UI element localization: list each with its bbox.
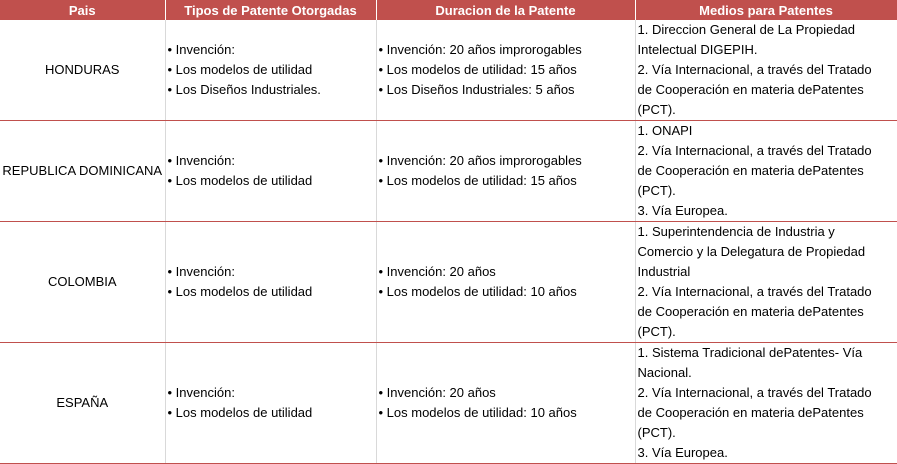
cell-duracion xyxy=(376,20,635,121)
duracion-item: • Invención: 20 años xyxy=(379,262,633,282)
header-pais: Pais xyxy=(0,0,165,20)
cell-duracion xyxy=(376,121,635,222)
header-duracion: Duracion de la Patente xyxy=(376,0,635,20)
medio-line: (PCT). xyxy=(637,324,676,339)
cell-medios xyxy=(635,20,897,121)
duracion-item: • Los modelos de utilidad: 15 años xyxy=(379,171,633,191)
tipo-item: • Los modelos de utilidad xyxy=(168,60,374,80)
medio-line: 3. Vía Europea. xyxy=(637,203,728,218)
cell-pais: COLOMBIA xyxy=(0,222,165,343)
header-medios: Medios para Patentes xyxy=(635,0,897,20)
cell-tipos xyxy=(165,222,376,343)
table-body xyxy=(0,20,897,464)
table-row-espana xyxy=(0,343,897,464)
tipo-item: • Invención: xyxy=(168,151,374,171)
medio-line: 1. Sistema Tradicional dePatentes- Vía xyxy=(637,345,863,360)
cell-duracion xyxy=(376,222,635,343)
tipo-item: • Los Diseños Industriales. xyxy=(168,80,374,100)
medio-line: 1. ONAPI xyxy=(637,123,693,138)
tipo-item: • Invención: xyxy=(168,383,374,403)
medio-line: (PCT). xyxy=(637,102,676,117)
medio-line: 2. Vía Internacional, a través del Tratado xyxy=(637,385,872,400)
cell-tipos xyxy=(165,20,376,121)
header-row xyxy=(0,0,897,20)
medio-line: 1. Direccion General de La Propiedad xyxy=(637,22,856,37)
medio-line: de Cooperación en materia dePatentes xyxy=(637,304,864,319)
medio-line: 2. Vía Internacional, a través del Tratado xyxy=(637,143,872,158)
cell-tipos xyxy=(165,121,376,222)
duracion-item: • Los modelos de utilidad: 15 años xyxy=(379,60,633,80)
duracion-item: • Invención: 20 años xyxy=(379,383,633,403)
medio-line: de Cooperación en materia dePatentes xyxy=(637,163,864,178)
duracion-item: • Invención: 20 años improrogables xyxy=(379,151,633,171)
tipo-item: • Los modelos de utilidad xyxy=(168,282,374,302)
medio-line: 2. Vía Internacional, a través del Tratado xyxy=(637,62,872,77)
tipo-item: • Invención: xyxy=(168,40,374,60)
cell-pais: ESPAÑA xyxy=(0,343,165,464)
medio-line: de Cooperación en materia dePatentes xyxy=(637,82,864,97)
cell-medios xyxy=(635,222,897,343)
medio-line: Comercio y la Delegatura de Propiedad xyxy=(637,244,866,259)
header-tipos: Tipos de Patente Otorgadas xyxy=(165,0,376,20)
medio-line: (PCT). xyxy=(637,183,676,198)
table-header xyxy=(0,0,897,20)
duracion-item: • Los modelos de utilidad: 10 años xyxy=(379,403,633,423)
table-row-colombia xyxy=(0,222,897,343)
medio-line: Nacional. xyxy=(637,365,692,380)
table-row-republica-dominicana xyxy=(0,121,897,222)
cell-pais: REPUBLICA DOMINICANA xyxy=(0,121,165,222)
duracion-item: • Los modelos de utilidad: 10 años xyxy=(379,282,633,302)
cell-medios xyxy=(635,343,897,464)
tipo-item: • Los modelos de utilidad xyxy=(168,403,374,423)
cell-duracion xyxy=(376,343,635,464)
medio-line: Industrial xyxy=(637,264,691,279)
tipo-item: • Invención: xyxy=(168,262,374,282)
cell-pais: HONDURAS xyxy=(0,20,165,121)
medio-line: 3. Vía Europea. xyxy=(637,445,728,460)
cell-medios xyxy=(635,121,897,222)
cell-tipos xyxy=(165,343,376,464)
tipo-item: • Los modelos de utilidad xyxy=(168,171,374,191)
medio-line: de Cooperación en materia dePatentes xyxy=(637,405,864,420)
medio-line: Intelectual DIGEPIH. xyxy=(637,42,758,57)
medio-line: 2. Vía Internacional, a través del Tratado xyxy=(637,284,872,299)
medio-line: 1. Superintendencia de Industria y xyxy=(637,224,835,239)
duracion-item: • Invención: 20 años improrogables xyxy=(379,40,633,60)
table-row-honduras xyxy=(0,20,897,121)
duracion-item: • Los Diseños Industriales: 5 años xyxy=(379,80,633,100)
medio-line: (PCT). xyxy=(637,425,676,440)
